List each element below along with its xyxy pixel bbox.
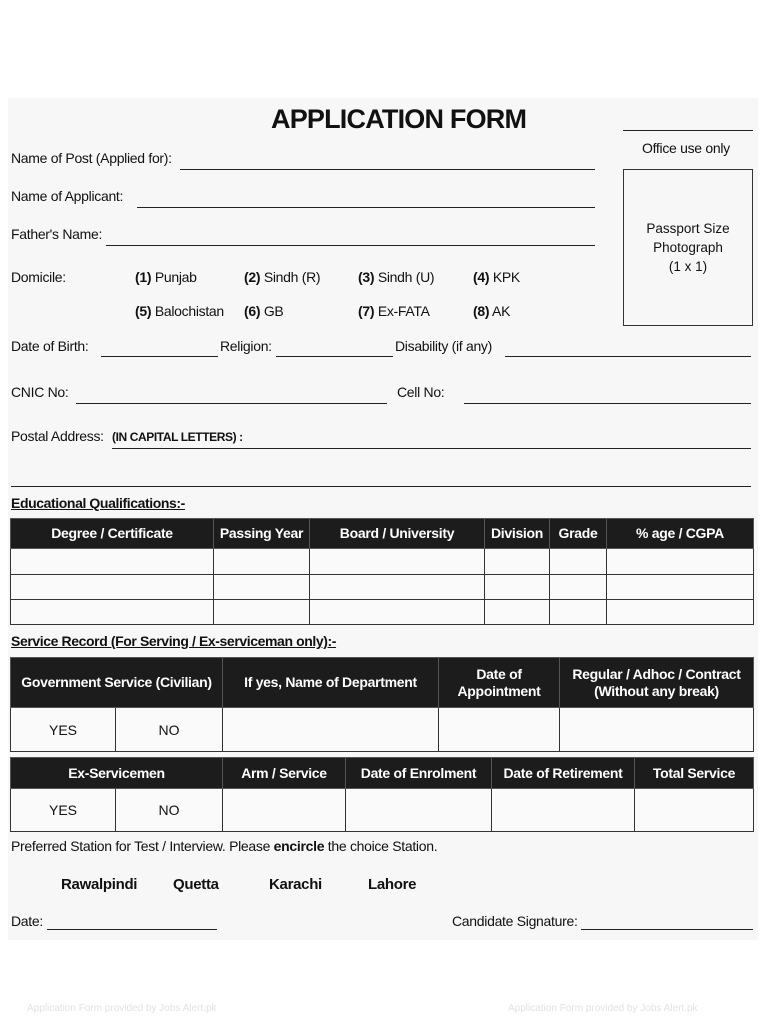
option-number: (2) [244,269,261,285]
station-lahore[interactable]: Lahore [368,876,417,893]
table-cell[interactable] [607,575,754,600]
option-label: Punjab [154,269,197,285]
table-cell[interactable] [11,549,214,575]
table-cell[interactable] [485,575,550,600]
postal-address-field-2[interactable] [11,486,751,487]
option-number: (6) [244,303,261,319]
photo-line-1: Passport Size [646,221,730,236]
table-cell[interactable] [11,575,214,600]
service-section-title: Service Record (For Serving / Ex-serviceman only):- [11,633,337,649]
name-of-post-field[interactable] [180,169,595,170]
table-row [11,600,754,625]
photo-line-3: (1 x 1) [668,259,708,274]
postal-address-field-1[interactable] [112,448,751,449]
table-cell[interactable] [214,600,310,625]
religion-label: Religion: [220,338,272,354]
header-government-service: Government Service (Civilian) [11,658,223,708]
no-option[interactable]: NO [116,789,223,832]
table-cell[interactable] [223,789,346,832]
table-cell[interactable] [310,549,485,575]
table-cell[interactable] [607,549,754,575]
yes-option[interactable]: YES [11,708,116,752]
option-label: Sindh (U) [377,269,435,285]
table-cell[interactable] [214,549,310,575]
header-cgpa: % age / CGPA [607,519,754,549]
domicile-option-punjab[interactable] [135,269,197,285]
option-label: Sindh (R) [263,269,321,285]
domicile-option-kpk[interactable] [473,269,520,285]
option-number: (5) [135,303,152,319]
fathers-name-label: Father's Name: [11,226,103,242]
header-degree: Degree / Certificate [11,519,214,549]
name-of-applicant-field[interactable] [137,207,595,208]
table-cell[interactable] [550,549,607,575]
header-arm-service: Arm / Service [223,758,346,789]
option-number: (7) [358,303,375,319]
option-number: (4) [473,269,490,285]
option-number: (8) [473,303,490,319]
table-cell[interactable] [346,789,492,832]
table-cell[interactable] [492,789,635,832]
domicile-option-ex-fata[interactable] [358,303,430,319]
cnic-field[interactable] [76,403,387,404]
option-label: Ex-FATA [377,303,430,319]
religion-field[interactable] [276,356,393,357]
date-field[interactable] [47,929,217,930]
header-ex-servicemen: Ex-Servicemen [11,758,223,789]
header-passing-year: Passing Year [214,519,310,549]
table-cell[interactable] [214,575,310,600]
table-cell[interactable] [11,600,214,625]
name-of-applicant-label: Name of Applicant: [11,188,124,204]
footer-credit-right: Application Form provided by Jobs Alert.pk [508,1003,698,1014]
table-cell[interactable] [607,600,754,625]
no-option[interactable]: NO [116,708,223,752]
header-department: If yes, Name of Department [223,658,439,708]
header-date-of-enrolment: Date of Enrolment [346,758,492,789]
option-label: Balochistan [154,303,224,319]
header-regular-adhoc-contract: Regular / Adhoc / Contract (Without any break) [560,658,754,708]
header-grade: Grade [550,519,607,549]
header-division: Division [485,519,550,549]
signature-label: Candidate Signature: [452,913,578,929]
station-rawalpindi[interactable]: Rawalpindi [61,876,138,893]
name-of-post-label: Name of Post (Applied for): [11,150,172,166]
option-number: (3) [358,269,375,285]
date-of-birth-field[interactable] [101,356,218,357]
fathers-name-field[interactable] [106,245,595,246]
table-cell[interactable] [485,549,550,575]
domicile-option-ak[interactable] [473,303,510,319]
header-total-service: Total Service [635,758,754,789]
table-cell[interactable] [439,708,560,752]
option-label: KPK [492,269,520,285]
office-use-label: Office use only [642,140,730,156]
table-cell[interactable] [310,575,485,600]
table-cell[interactable] [310,600,485,625]
photo-line-2: Photograph [653,240,723,255]
table-cell[interactable] [550,575,607,600]
option-number: (1) [135,269,152,285]
table-row [11,575,754,600]
instruction-text: the choice Station. [324,838,438,854]
cnic-label: CNIC No: [11,384,69,400]
postal-address-label: Postal Address: [11,428,104,444]
option-label: GB [263,303,284,319]
table-cell[interactable] [560,708,754,752]
education-table [10,518,754,625]
education-section-title: Educational Qualifications:- [11,495,185,511]
domicile-option-balochistan[interactable] [135,303,224,319]
yes-option[interactable]: YES [11,789,116,832]
domicile-label: Domicile: [11,269,66,285]
domicile-option-gb[interactable] [244,303,283,319]
form-title: APPLICATION FORM [271,104,527,134]
domicile-option-sindh-r[interactable] [244,269,320,285]
passport-photo-box [623,169,753,326]
ex-servicemen-table [10,757,754,832]
table-cell[interactable] [223,708,439,752]
date-of-birth-label: Date of Birth: [11,338,89,354]
preferred-station-instruction [11,838,437,854]
postal-address-note: (IN CAPITAL LETTERS) : [112,430,243,444]
domicile-option-sindh-u[interactable] [358,269,434,285]
disability-label: Disability (if any) [395,338,492,354]
cell-field[interactable] [464,403,751,404]
instruction-text: Preferred Station for Test / Interview. Please [11,838,274,854]
table-cell[interactable] [550,600,607,625]
header-date-of-retirement: Date of Retirement [492,758,635,789]
header-date-of-appointment: Date of Appointment [439,658,560,708]
government-service-table [10,657,754,752]
footer-credit-left: Application Form provided by Jobs Alert.pk [27,1003,217,1014]
table-row [11,549,754,575]
office-use-line [623,130,753,131]
table-row [11,789,754,832]
date-label: Date: [11,913,43,929]
header-board: Board / University [310,519,485,549]
station-quetta[interactable]: Quetta [173,876,219,893]
signature-field[interactable] [581,929,753,930]
cell-label: Cell No: [397,384,445,400]
table-cell[interactable] [635,789,754,832]
option-label: AK [492,303,511,319]
table-cell[interactable] [485,600,550,625]
station-karachi[interactable]: Karachi [269,876,322,893]
table-row [11,708,754,752]
instruction-emphasis: encircle [273,838,325,854]
disability-field[interactable] [505,356,751,357]
